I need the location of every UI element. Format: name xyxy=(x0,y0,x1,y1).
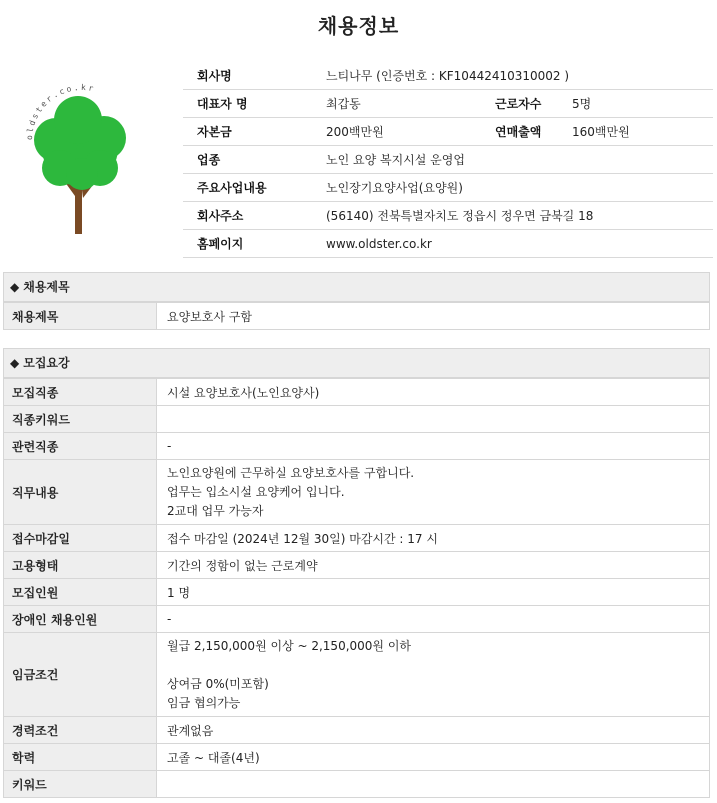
row-value xyxy=(157,633,710,717)
label-employees: 근로자수 xyxy=(481,90,558,118)
recruit-title-section xyxy=(3,272,710,330)
company-row-homepage xyxy=(183,230,713,258)
value-line xyxy=(167,775,709,794)
value-line: 노인요양원에 근무하실 요양보호사를 구합니다. xyxy=(167,465,415,480)
value-line: 시설 요양보호사(노인요양사) xyxy=(167,385,320,400)
section-header xyxy=(3,348,710,378)
row-value: 요양보호사 구함 xyxy=(157,303,710,330)
diamond-bullet-icon: ◆ xyxy=(10,356,20,370)
label-company-name: 회사명 xyxy=(183,62,312,90)
row-label: 모집인원 xyxy=(4,579,157,606)
row-label: 임금조건 xyxy=(4,633,157,717)
table-row xyxy=(4,744,710,771)
table-row xyxy=(4,579,710,606)
label-address: 회사주소 xyxy=(183,202,312,230)
value-line: 상여금 0%(미포함) xyxy=(167,676,269,691)
row-value xyxy=(157,460,710,525)
label-business: 주요사업내용 xyxy=(183,174,312,202)
value-industry: 노인 요양 복지시설 운영업 xyxy=(312,146,713,174)
table-row xyxy=(4,606,710,633)
row-label: 직종키워드 xyxy=(4,406,157,433)
table-row xyxy=(4,633,710,717)
table-row xyxy=(4,525,710,552)
row-value xyxy=(157,744,710,771)
value-line: 기간의 정함이 없는 근로계약 xyxy=(167,558,318,573)
company-info-table xyxy=(183,62,713,258)
table-row xyxy=(4,406,710,433)
row-value xyxy=(157,606,710,633)
value-revenue: 160백만원 xyxy=(558,118,713,146)
value-line: 업무는 입소시설 요양케어 입니다. xyxy=(167,484,345,499)
recruit-title-table xyxy=(3,302,710,330)
company-row-industry xyxy=(183,146,713,174)
row-label: 모집직종 xyxy=(4,379,157,406)
label-capital: 자본금 xyxy=(183,118,312,146)
diamond-bullet-icon: ◆ xyxy=(10,280,20,294)
row-value xyxy=(157,552,710,579)
value-line: 접수 마감일 (2024년 12월 30일) 마감시간 : 17 시 xyxy=(167,531,438,546)
row-label: 고용형태 xyxy=(4,552,157,579)
row-value xyxy=(157,579,710,606)
company-row-business xyxy=(183,174,713,202)
row-value xyxy=(157,433,710,460)
company-row-address xyxy=(183,202,713,230)
table-row xyxy=(4,379,710,406)
row-label: 키워드 xyxy=(4,771,157,798)
page-title: 채용정보 xyxy=(317,14,400,38)
row-label: 접수마감일 xyxy=(4,525,157,552)
value-capital: 200백만원 xyxy=(312,118,481,146)
row-label: 학력 xyxy=(4,744,157,771)
row-value xyxy=(157,406,710,433)
tree-icon xyxy=(34,96,126,234)
company-row-name xyxy=(183,62,713,90)
value-line: 월급 2,150,000원 이상 ~ 2,150,000원 이하 xyxy=(167,638,412,653)
value-employees: 5명 xyxy=(558,90,713,118)
section-heading: 모집요강 xyxy=(23,356,70,370)
table-row xyxy=(4,460,710,525)
value-line: - xyxy=(167,439,172,453)
section-header xyxy=(3,272,710,302)
section-heading: 채용제목 xyxy=(23,280,70,294)
row-label: 장애인 채용인원 xyxy=(4,606,157,633)
value-line: 고졸 ~ 대졸(4년) xyxy=(167,750,260,765)
value-line xyxy=(167,410,709,429)
company-row-ceo xyxy=(183,90,713,118)
requirements-table xyxy=(3,378,710,798)
label-ceo: 대표자 명 xyxy=(183,90,312,118)
row-value xyxy=(157,717,710,744)
row-value xyxy=(157,771,710,798)
value-homepage[interactable]: www.oldster.co.kr xyxy=(312,230,713,258)
logo-text: oldster.co.kr xyxy=(24,82,97,141)
value-address: (56140) 전북특별자치도 정읍시 정우면 금북길 18 xyxy=(312,202,713,230)
label-homepage: 홈페이지 xyxy=(183,230,312,258)
table-row xyxy=(4,771,710,798)
table-row xyxy=(4,303,710,330)
value-line: 1 명 xyxy=(167,585,191,600)
row-label: 경력조건 xyxy=(4,717,157,744)
table-row xyxy=(4,717,710,744)
value-line: 관계없음 xyxy=(167,723,214,738)
company-row-capital xyxy=(183,118,713,146)
label-revenue: 연매출액 xyxy=(481,118,558,146)
table-row xyxy=(4,433,710,460)
value-line: 2교대 업무 가능자 xyxy=(167,503,264,518)
requirements-section xyxy=(3,348,710,798)
row-value xyxy=(157,379,710,406)
table-row xyxy=(4,552,710,579)
value-ceo: 최갑동 xyxy=(312,90,481,118)
row-label: 직무내용 xyxy=(4,460,157,525)
row-label: 채용제목 xyxy=(4,303,157,330)
value-line: - xyxy=(167,612,172,626)
row-value xyxy=(157,525,710,552)
company-logo xyxy=(20,78,145,238)
value-line xyxy=(167,656,709,675)
row-label: 관련직종 xyxy=(4,433,157,460)
value-business: 노인장기요양사업(요양원) xyxy=(312,174,713,202)
value-line: 임금 협의가능 xyxy=(167,695,241,710)
label-industry: 업종 xyxy=(183,146,312,174)
value-company-name: 느티나무 (인증번호 : KF10442410310002 ) xyxy=(312,62,713,90)
